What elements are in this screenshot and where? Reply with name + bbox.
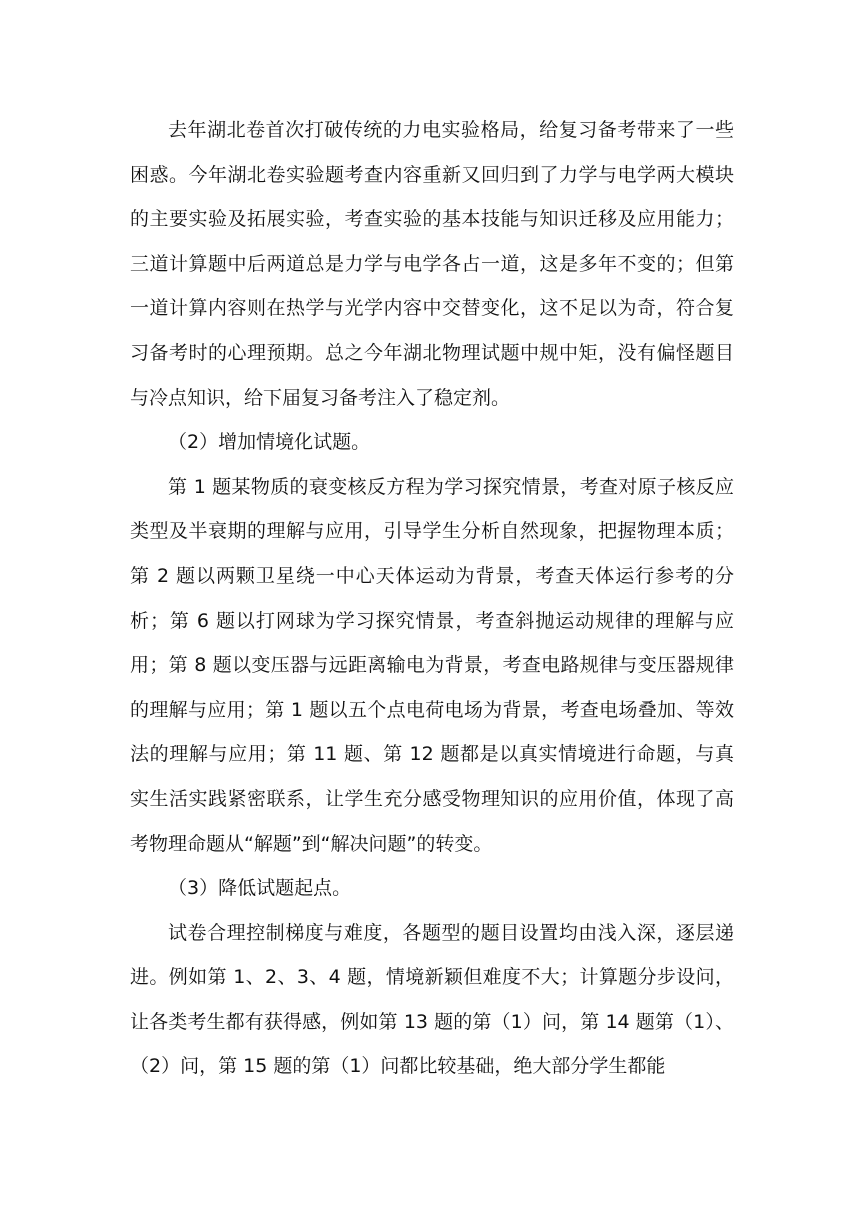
section-heading-lower-starting-point: （3）降低试题起点。 xyxy=(168,877,352,900)
paragraph-exam-overview: 去年湖北卷首次打破传统的力电实验格局，给复习备考带来了一些困惑。今年湖北卷实验题考查内容重新又回归到了力学与电学两大模块的主要实验及拓展实验，考查实验的基本技能与知识迁移及应用能力；三道计算题中后两道总是力学与电学各占一道，这是多年不变的；但第一道计算内容则在热学与光学内容中交替变化，这不足以为奇，符合复习备考时的心理预期。总之今年湖北物理试题中规中矩，没有偏怪题目与冷点知识，给下届复习备考注入了稳定剂。 xyxy=(130,119,734,409)
paragraph-contextual-questions: 第 1 题某物质的衰变核反方程为学习探究情景，考查对原子核反应类型及半衰期的理解与应用，引导学生分析自然现象，把握物理本质；第 2 题以两颗卫星绕一中心天体运动为背景，考查天体运行参考的分析；第 6 题以打网球为学习探究情景，考查斜抛运动规律的理解与应用；第 8 题以变压器与远距离输电为背景，考查电路规律与变压器规律的理解与应用；第 1 题以五个点电荷电场为背景，考查电场叠加、等效法的理解与应用；第 11 题、第 12 题都是以真实情境进行命题，与真实生活实践紧密联系，让学生充分感受物理知识的应用价值，体现了高考物理命题从“解题”到“解决问题”的转变。 xyxy=(130,475,734,855)
paragraph-lower-starting-point: 试卷合理控制梯度与难度，各题型的题目设置均由浅入深，逐层递进。例如第 1、2、3、4 题，情境新颖但难度不大；计算题分步设问，让各类考生都有获得感，例如第 13 题的第（1）问，第 14 题第（1）、（2）问，第 15 题的第（1）问都比较基础，绝大部分学生都能 xyxy=(130,921,734,1078)
section-heading-contextual-questions: （2）增加情境化试题。 xyxy=(168,431,371,454)
document-page xyxy=(130,108,734,1089)
